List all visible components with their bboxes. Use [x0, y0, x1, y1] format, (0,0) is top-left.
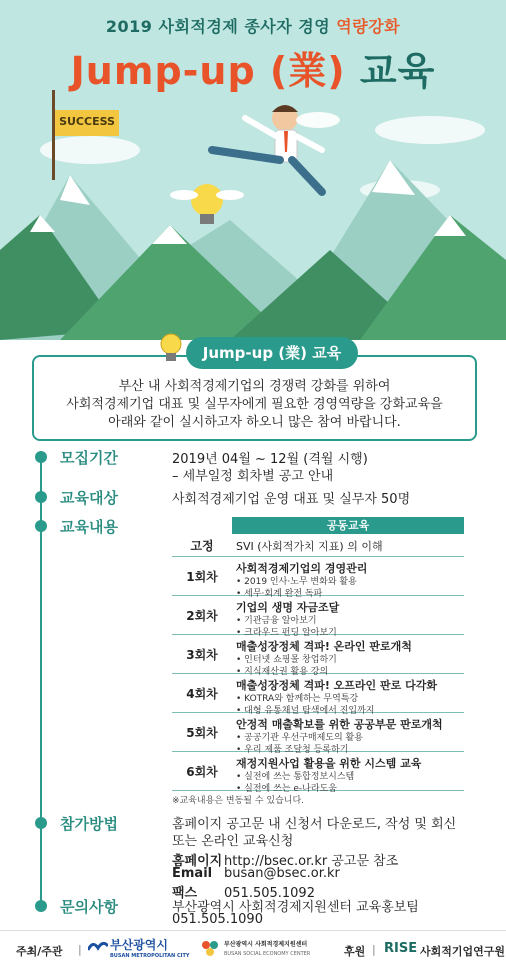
row-item: • 대형 유통채널 탐색에서 진입까지 — [236, 706, 375, 716]
row-item: • 크라우드 펀딩 알아보기 — [236, 628, 337, 638]
apply-label: 참가방법 — [60, 815, 118, 833]
recruit-note: – 세부일정 회차별 공고 안내 — [172, 469, 334, 484]
busan-city-name-en: BUSAN METROPOLITAN CITY — [110, 953, 190, 959]
recruit-label: 모집기간 — [60, 449, 118, 467]
row-label: 1회차 — [186, 569, 218, 584]
table-row — [172, 713, 464, 755]
email-label: Email — [172, 866, 213, 881]
table-header: 공동교육 — [232, 517, 464, 534]
row-item: • 실전에 쓰는 e-나라도움 — [236, 784, 337, 794]
content-label: 교육내용 — [60, 518, 118, 536]
row-title: 매출성장정체 격파! 온라인 판로개척 — [236, 640, 412, 653]
footer — [0, 930, 506, 969]
recruit-period: 2019년 04월 ~ 12월 (격월 시행) — [172, 452, 368, 467]
intro-line-1: 부산 내 사회적경제기업의 경쟁력 강화를 위하여 — [118, 379, 391, 394]
target-dot-icon — [35, 491, 47, 503]
host-label: 주최/주관 — [16, 945, 63, 958]
table-row — [172, 674, 464, 716]
table-row — [172, 596, 464, 638]
row-title: 사회적경제기업의 경영관리 — [236, 562, 368, 575]
homepage-link[interactable]: http://bsec.or.kr 공고문 참조 — [224, 854, 399, 869]
center-logo-icon — [200, 939, 220, 957]
rise-name: 사회적기업연구원 — [420, 945, 506, 958]
recruit-dot-icon — [35, 451, 47, 463]
row-item: • 인터넷 쇼핑몰 창업하기 — [236, 655, 337, 665]
hero-title: Jump-up (業) 교육 — [70, 49, 436, 93]
table-row — [172, 635, 464, 677]
busan-city-name: 부산광역시 — [110, 938, 168, 952]
row-text: SVI (사회적가치 지표) 의 이해 — [236, 540, 383, 553]
center-name-en: BUSAN SOCIAL ECONOMY CENTER — [224, 951, 311, 957]
table-row — [172, 557, 464, 599]
row-label: 2회차 — [186, 608, 218, 623]
row-label: 6회차 — [186, 764, 218, 779]
inquiry-line-1: 부산광역시 사회적경제지원센터 교육홍보팀 — [172, 900, 419, 915]
fax-value: 051.505.1092 — [224, 886, 315, 901]
row-item: • KOTRA와 함께하는 무역특강 — [236, 694, 359, 704]
intro-line-2: 사회적경제기업 대표 및 실무자에게 필요한 경영역량을 강화교육을 — [66, 397, 443, 412]
intro-badge: Jump-up (業) 교육 — [186, 337, 358, 369]
apply-line-1: 홈페이지 공고문 내 신청서 다운로드, 작성 및 회신 — [172, 817, 457, 832]
busan-city-logo-icon — [88, 939, 108, 953]
row-item: • 실전에 쓰는 통합정보시스템 — [236, 772, 355, 782]
center-name: 부산광역시 사회적경제지원센터 — [224, 941, 308, 948]
inquiry-dot-icon — [35, 900, 47, 912]
hero-subtitle: 2019 사회적경제 종사자 경영 역량강화 — [105, 17, 401, 36]
row-item: • 기관금융 알아보기 — [236, 616, 317, 626]
row-label: 5회차 — [186, 725, 218, 740]
target-label: 교육대상 — [60, 489, 118, 507]
success-flag-text: SUCCESS — [59, 115, 115, 128]
email-link[interactable]: busan@bsec.or.kr — [224, 866, 340, 881]
email-row — [172, 866, 340, 881]
hero-banner — [0, 0, 506, 340]
row-label: 4회차 — [186, 686, 218, 701]
row-label: 고정 — [190, 538, 214, 553]
footer-divider: | — [372, 943, 376, 956]
content-dot-icon — [35, 520, 47, 532]
row-title: 기업의 생명 자금조달 — [236, 601, 340, 614]
row-title: 안정적 매출확보를 위한 공공부문 판로개척 — [236, 718, 443, 731]
apply-line-2: 또는 온라인 교육신청 — [172, 834, 294, 849]
row-item: • 공공기관 우선구매제도의 활용 — [236, 733, 363, 743]
row-title: 재정지원사업 활용을 위한 시스템 교육 — [236, 757, 422, 770]
table-row — [172, 752, 464, 794]
row-title: 매출성장정체 격파! 오프라인 판로 다각화 — [236, 679, 437, 692]
row-item: • 우리 제품 조달청 등록하기 — [236, 745, 349, 755]
homepage-label: 홈페이지 — [172, 854, 223, 869]
table-row-fixed — [172, 534, 464, 557]
intro-line-3: 아래와 같이 실시하고자 하오니 많은 참여 바랍니다. — [108, 415, 401, 430]
row-label: 3회차 — [186, 647, 218, 662]
inquiry-label: 문의사항 — [60, 898, 118, 916]
rise-logo: RISE — [384, 941, 418, 956]
row-item: • 지식재산권 활용 강의 — [236, 667, 329, 677]
target-text: 사회적경제기업 운영 대표 및 실무자 50명 — [172, 492, 411, 507]
footer-divider: | — [78, 943, 82, 956]
curriculum-table — [172, 517, 464, 794]
row-item: • 2019 인사·노무 변화와 활용 — [236, 577, 357, 587]
fax-label: 팩스 — [172, 886, 198, 901]
lightbulb-icon — [158, 332, 184, 366]
apply-dot-icon — [35, 817, 47, 829]
sponsor-label: 후원 — [344, 945, 366, 958]
row-item: • 세무·회계 완전 독파 — [236, 589, 323, 599]
inquiry-phone: 051.505.1090 — [172, 912, 263, 927]
table-note: ※교육내용은 변동될 수 있습니다. — [172, 796, 305, 806]
